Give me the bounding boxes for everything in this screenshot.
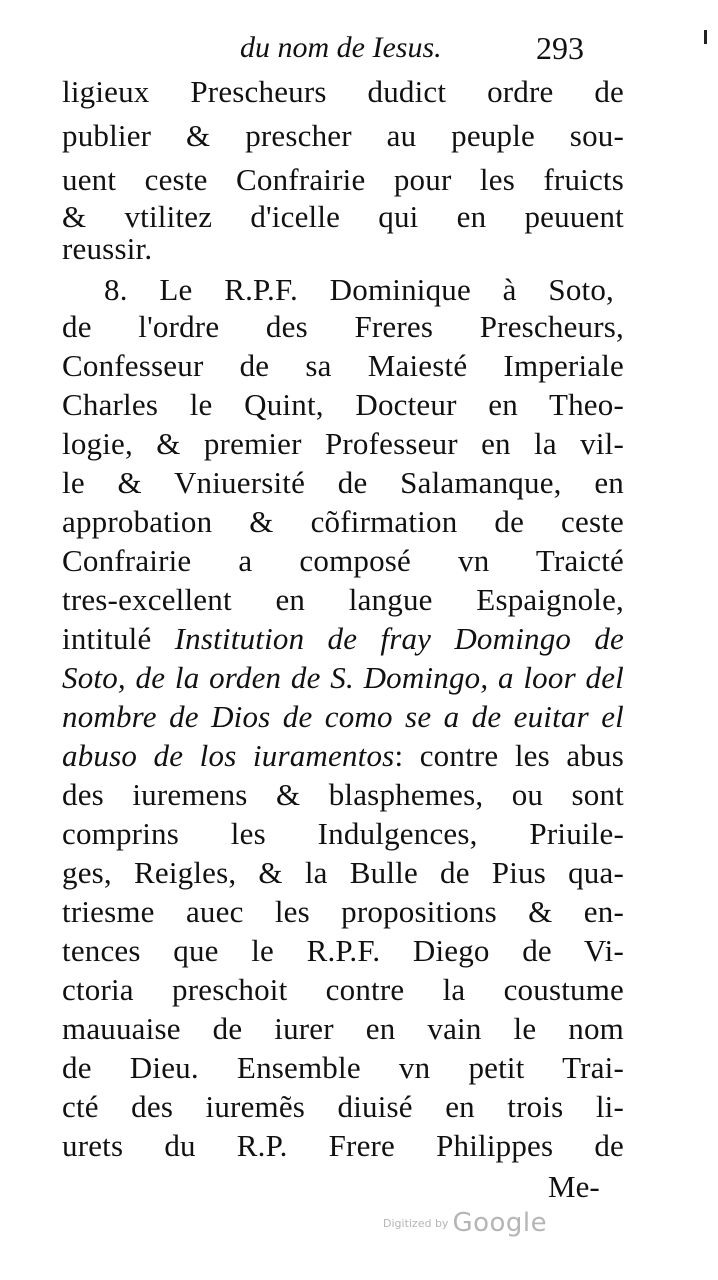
text-line-24: ctoria preschoit contre la coustume [62,972,624,1007]
text-line-2: publier & prescher au peuple sou- [62,118,624,153]
spanish-title-line-2: Soto, de la orden de S. Domingo, a loor del [62,660,624,695]
text-line-14: tres-excellent en langue Espaignole, [62,582,624,617]
text-line-7: de l'ordre des Freres Prescheurs, [62,309,624,344]
page-number: 293 [536,30,584,66]
text-line-11: le & Vniuersité de Salamanque, en [62,465,624,500]
text-line-19: des iuremens & blasphemes, ou sont [62,777,624,812]
text-line-26: de Dieu. Ensemble vn petit Trai- [62,1050,624,1085]
spanish-title-text: Institution de fray Domingo de [174,621,624,656]
google-logo: Google [452,1208,548,1238]
text-line-3: uent ceste Confrairie pour les fruicts [62,162,624,197]
text-line-9: Charles le Quint, Docteur en Theo- [62,387,624,422]
digitization-watermark [383,1208,547,1238]
text-line-1: ligieux Prescheurs dudict ordre de [62,74,624,109]
spanish-title-line-3: nombre de Dios de como se a de euitar el [62,699,624,734]
text-line-10: logie, & premier Professeur en la vil- [62,426,624,461]
text-line-22: triesme auec les propositions & en- [62,894,624,929]
text-line-28: urets du R.P. Frere Philippes de [62,1128,624,1163]
text-line-13: Confrairie a composé vn Traicté [62,543,624,578]
text-line-25: mauuaise de iurer en vain le nom [62,1011,624,1046]
paragraph-start-line: 8. Le R.P.F. Dominique à Soto, [104,272,614,307]
margin-mark [704,30,707,44]
text-line-15 [62,617,624,661]
text-line-23: tences que le R.P.F. Diego de Vi- [62,933,624,968]
text-line-18 [62,734,624,778]
text-line-27: cté des iuremẽs diuisé en trois li- [62,1089,624,1124]
roman-text: intitulé [62,621,175,656]
running-head: du nom de Iesus. [240,31,442,64]
text-line-5: reussir. [62,231,153,266]
text-line-8: Confesseur de sa Maiesté Imperiale [62,348,624,383]
text-line-20: comprins les Indulgences, Priuile- [62,816,624,851]
text-line-12: approbation & cõfirmation de ceste [62,504,624,539]
text-line-21: ges, Reigles, & la Bulle de Pius qua- [62,855,624,890]
text-line-4: & vtilitez d'icelle qui en peuuent [62,199,624,234]
watermark-prefix: Digitized by [383,1216,449,1230]
roman-text: : contre les abus [394,738,624,773]
spanish-title-text: abuso de los iuramentos [62,738,395,773]
catchword: Me- [548,1169,600,1204]
